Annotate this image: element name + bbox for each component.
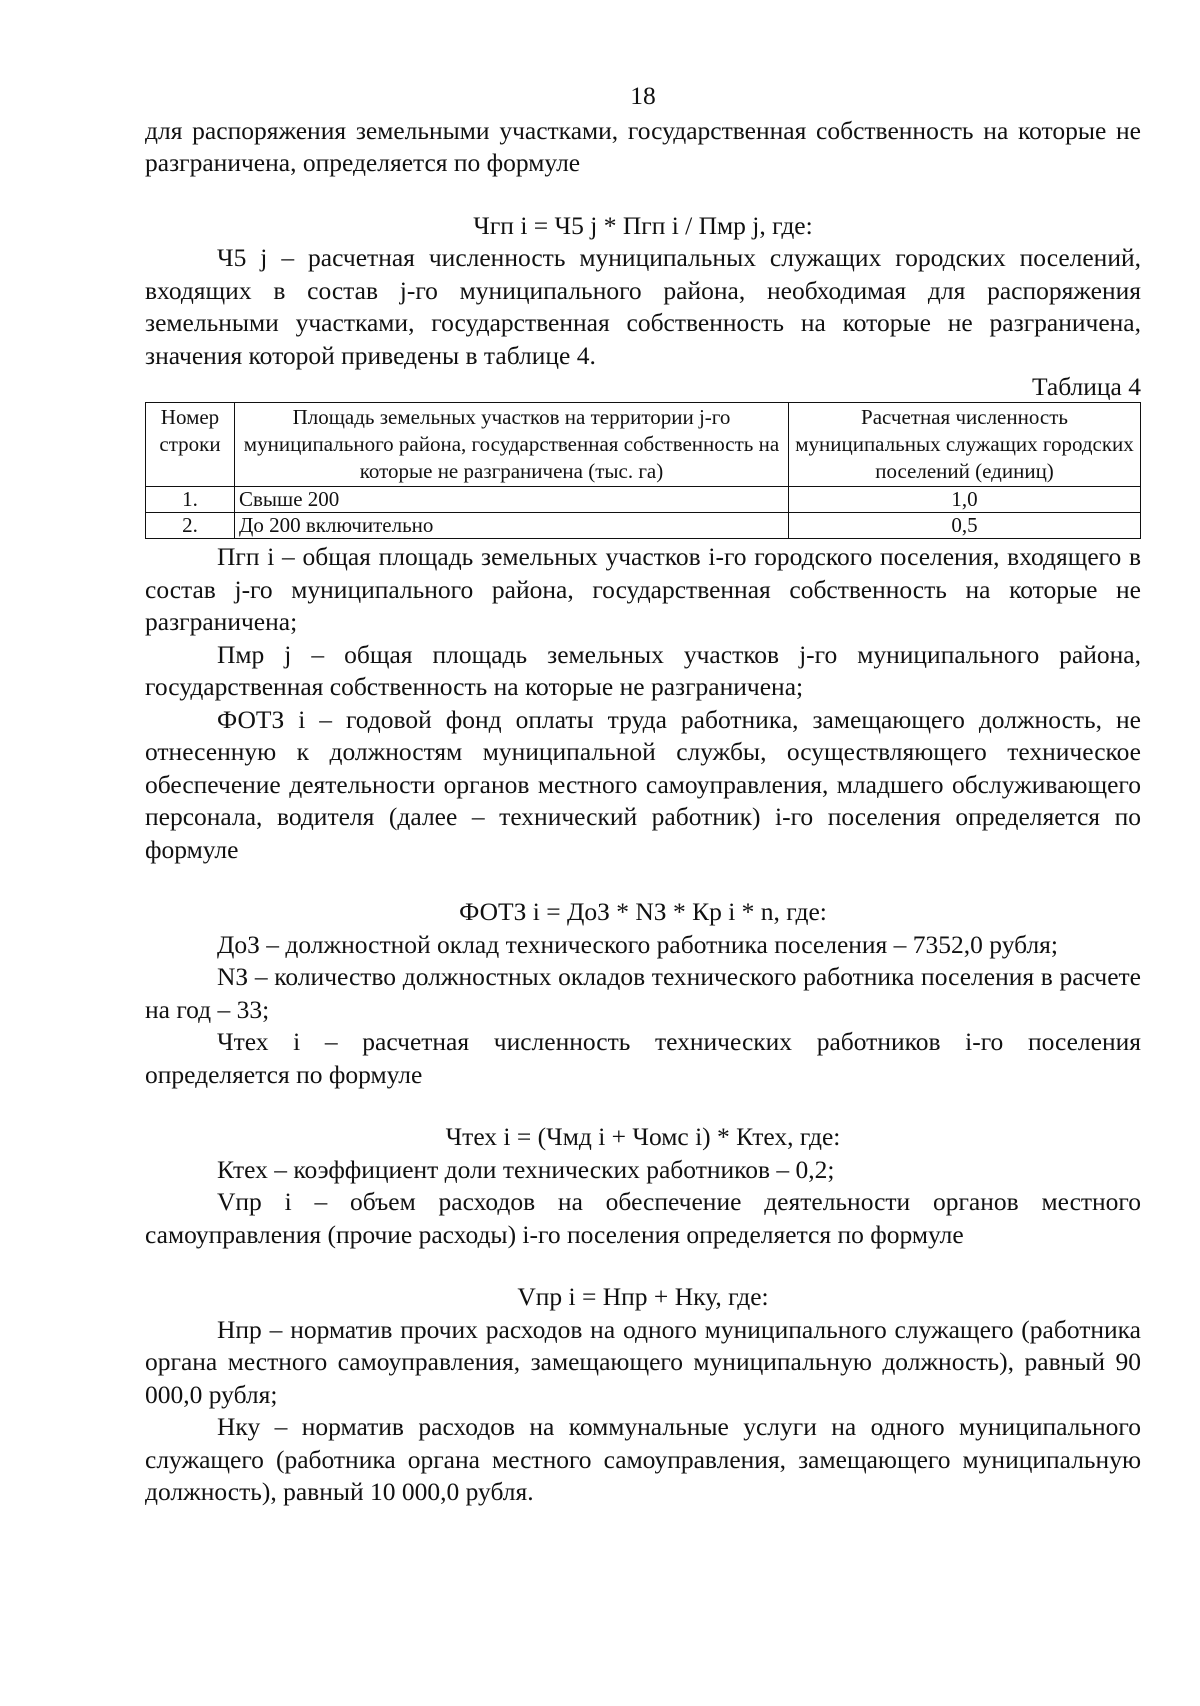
table-header-row — [146, 403, 1141, 487]
formula-vpr: Vпр i = Нпр + Нку, где: — [517, 1282, 769, 1311]
definition-nz: NЗ – количество должностных окладов технического работника поселения в расчете на год – 33; — [145, 962, 1141, 1024]
definition-doz: ДоЗ – должностной оклад технического работника поселения – 7352,0 рубля; — [217, 929, 1058, 959]
cell-area: Свыше 200 — [235, 487, 789, 513]
formula-chgp: Чгп i = Ч5 j * Пгп i / Пмр j, где: — [473, 210, 813, 240]
header-area: Площадь земельных участков на территории j-го муниципального района, государственная собственность на которые не разграничена (тыс. га) — [235, 403, 789, 487]
page-number: 18 — [630, 81, 656, 110]
document-page — [145, 80, 1141, 1509]
table-4 — [145, 402, 1141, 539]
definition-nku: Нку – норматив расходов на коммунальные услуги на одного муниципального служащего (работника органа местного самоуправления, замещающего муниципальную должность), равный 10 000,0 рубля. — [145, 1412, 1141, 1506]
cell-area: До 200 включительно — [235, 513, 789, 539]
formula-chteh: Чтех i = (Чмд i + Чомс i) * Ктех, где: — [445, 1122, 841, 1151]
definition-kteh: Ктех – коэффициент доли технических работников – 0,2; — [217, 1154, 835, 1184]
header-staff-count: Расчетная численность муниципальных служащих городских поселений (единиц) — [789, 403, 1141, 487]
definition-pgp: Пгп i – общая площадь земельных участков i-го городского поселения, входящего в состав j-го муниципального района, государственная собственность на которые не разграничена; — [145, 542, 1141, 636]
table-row — [146, 487, 1141, 513]
cell-row-number: 1. — [146, 487, 235, 513]
formula-fotz: ФОТЗ i = ДоЗ * NЗ * Кр i * n, где: — [459, 897, 827, 926]
cell-staff-count: 0,5 — [789, 513, 1141, 539]
table-row — [146, 513, 1141, 539]
definition-chteh: Чтех i – расчетная численность технических работников i-го поселения определяется по формуле — [145, 1027, 1141, 1089]
definition-fotz: ФОТЗ i – годовой фонд оплаты труда работника, замещающего должность, не отнесенную к должностям муниципальной службы, осуществляющего техническое обеспечение деятельности органов местного самоуправления, младшего обслуживающего персонала, водителя (далее – технический работник) i-го поселения определяется по формуле — [145, 704, 1141, 864]
cell-staff-count: 1,0 — [789, 487, 1141, 513]
definition-vpr: Vпр i – объем расходов на обеспечение деятельности органов местного самоуправления (прочие расходы) i-го поселения определяется по формуле — [145, 1187, 1141, 1249]
table-caption: Таблица 4 — [1031, 372, 1141, 401]
definition-ch5: Ч5 j – расчетная численность муниципальных служащих городских поселений, входящих в состав j-го муниципального района, необходимая для распоряжения земельными участками, государственная собственность на которые не разграничена, значения которой приведены в таблице 4. — [145, 243, 1141, 370]
intro-paragraph: для распоряжения земельными участками, государственная собственность на которые не разграничена, определяется по формуле — [145, 115, 1141, 177]
cell-row-number: 2. — [146, 513, 235, 539]
definition-pmr: Пмр j – общая площадь земельных участков j-го муниципального района, государственная собственность на которые не разграничена; — [145, 639, 1141, 701]
definition-npr: Нпр – норматив прочих расходов на одного муниципального служащего (работника органа местного самоуправления, замещающего муниципальную должность), равный 90 000,0 рубля; — [145, 1314, 1141, 1409]
header-row-number: Номер строки — [146, 403, 235, 487]
